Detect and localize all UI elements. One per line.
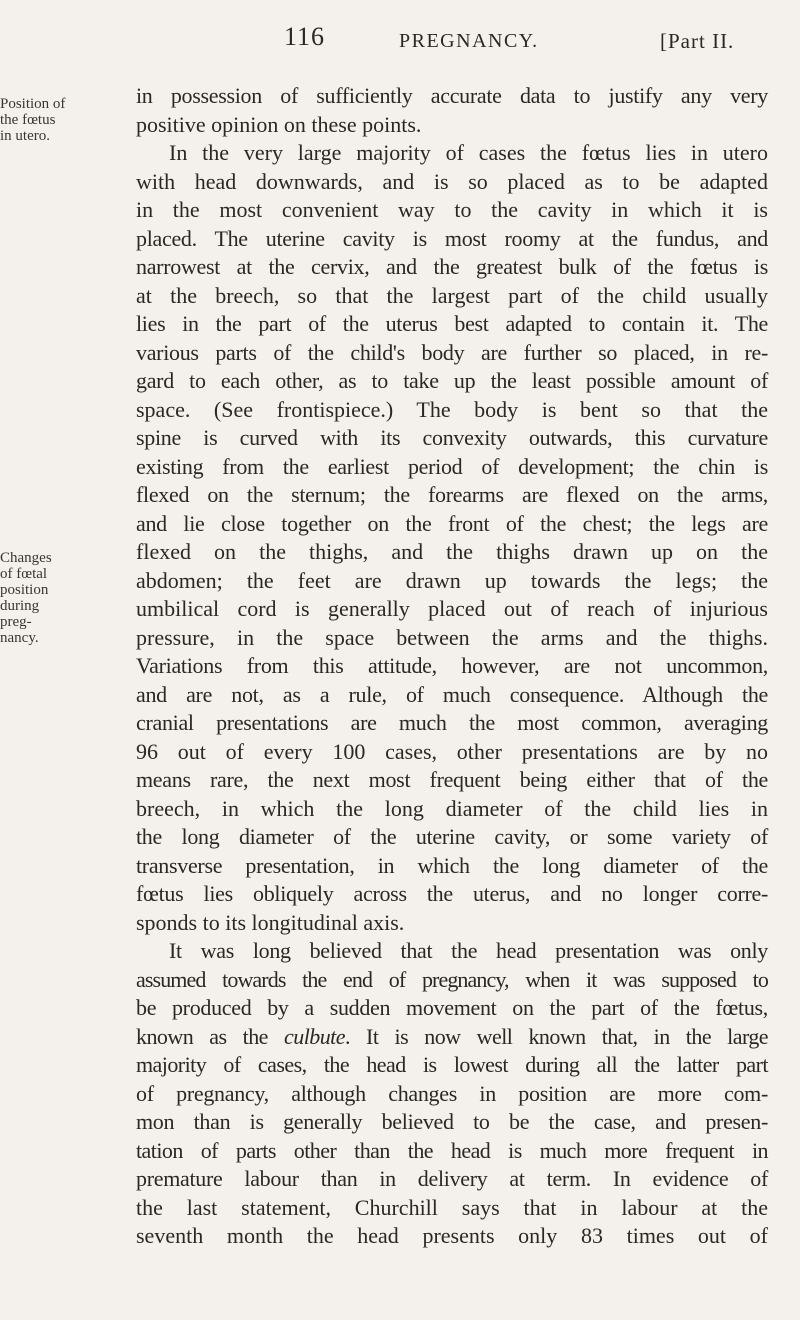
margin-note-line: in utero. — [0, 128, 50, 144]
text-line: be produced by a sudden movement on the part of the fœtus, — [136, 995, 768, 1020]
part-label: [Part II. — [660, 29, 735, 53]
margin-note-line: preg- — [0, 614, 32, 630]
text-line: breech, in which the long diameter of the child lies in — [136, 795, 768, 821]
page-number: 116 — [284, 22, 326, 51]
text-line: assumed towards the end of pregnancy, when it was supposed to — [136, 966, 768, 992]
text-line: means rare, the next most frequent being either that of the — [136, 767, 768, 792]
text-line: transverse presentation, in which the long diameter of the — [136, 852, 768, 878]
text-line: positive opinion on these points. — [136, 111, 422, 137]
text-line: at the breech, so that the largest part of the child usually — [136, 282, 768, 308]
text-line: lies in the part of the uterus best adapted to contain it. The — [136, 311, 768, 336]
text-line: fœtus lies obliquely across the uterus, and no longer corre- — [136, 881, 768, 906]
text-line: gard to each other, as to take up the least possible amount of — [136, 368, 768, 393]
margin-note-line: Position of — [0, 96, 66, 112]
margin-note-line: during — [0, 598, 40, 614]
text-line: seventh month the head presents only 83 times out of — [136, 1223, 768, 1248]
text-line: mon than is generally believed to be the case, and presen- — [136, 1109, 768, 1134]
margin-note-line: position — [0, 582, 49, 598]
text-line: flexed on the sternum; the forearms are flexed on the arms, — [136, 482, 768, 507]
text-line: the long diameter of the uterine cavity, or some variety of — [136, 824, 768, 849]
margin-note-position-of-foetus — [0, 96, 100, 144]
margin-note-line: nancy. — [0, 630, 39, 646]
text-line: various parts of the child's body are further so placed, in re- — [136, 339, 768, 365]
running-title: PREGNANCY. — [399, 30, 539, 52]
text-line: with head downwards, and is so placed as to be adapted — [136, 168, 768, 194]
text-line: cranial presentations are much the most common, averaging — [136, 710, 768, 735]
text-line: placed. The uterine cavity is most roomy at the fundus, and — [136, 225, 768, 251]
text-line: space. (See frontispiece.) The body is bent so that the — [136, 396, 768, 422]
text-line: and are not, as a rule, of much consequence. Although the — [136, 681, 768, 707]
margin-note-line: the fœtus — [0, 112, 56, 128]
text-line: in the most convenient way to the cavity in which it is — [136, 197, 768, 222]
text-line: the last statement, Churchill says that in labour at the — [136, 1194, 768, 1220]
text-line: Variations from this attitude, however, are not uncommon, — [136, 653, 768, 678]
text-line: abdomen; the feet are drawn up towards the legs; the — [136, 567, 768, 593]
page-header — [0, 20, 800, 60]
italic-term: culbute — [284, 1023, 345, 1049]
margin-note-line: of fœtal — [0, 566, 48, 582]
text-line: in possession of sufficiently accurate data to justify any very — [136, 83, 768, 108]
text-line: sponds to its longitudinal axis. — [136, 909, 405, 935]
text-line: In the very large majority of cases the fœtus lies in utero — [169, 140, 768, 165]
text-line: premature labour than in delivery at term. In evidence of — [136, 1166, 768, 1191]
text-line: flexed on the thighs, and the thighs drawn up on the — [136, 539, 768, 564]
text-line: known as the culbute. It is now well known that, in the large — [136, 1023, 768, 1049]
text-line: umbilical cord is generally placed out of reach of injurious — [136, 596, 768, 621]
text-line: 96 out of every 100 cases, other presentations are by no — [136, 738, 768, 764]
text-line: narrowest at the cervix, and the greatest bulk of the fœtus is — [136, 254, 768, 279]
text-line: and lie close together on the front of the chest; the legs are — [136, 510, 768, 536]
margin-note-changes-of-position — [0, 550, 100, 646]
margin-note-line: Changes — [0, 550, 52, 566]
body-text — [136, 82, 768, 1251]
text-line: spine is curved with its convexity outwards, this curvature — [136, 425, 768, 450]
text-line: pressure, in the space between the arms and the thighs. — [136, 624, 768, 650]
text-line: existing from the earliest period of development; the chin is — [136, 453, 768, 479]
text-line: of pregnancy, although changes in position are more com- — [136, 1080, 768, 1106]
text-line: tation of parts other than the head is much more frequent in — [136, 1137, 768, 1163]
text-line: majority of cases, the head is lowest during all the latter part — [136, 1052, 768, 1077]
text-line: It was long believed that the head presentation was only — [169, 938, 768, 963]
